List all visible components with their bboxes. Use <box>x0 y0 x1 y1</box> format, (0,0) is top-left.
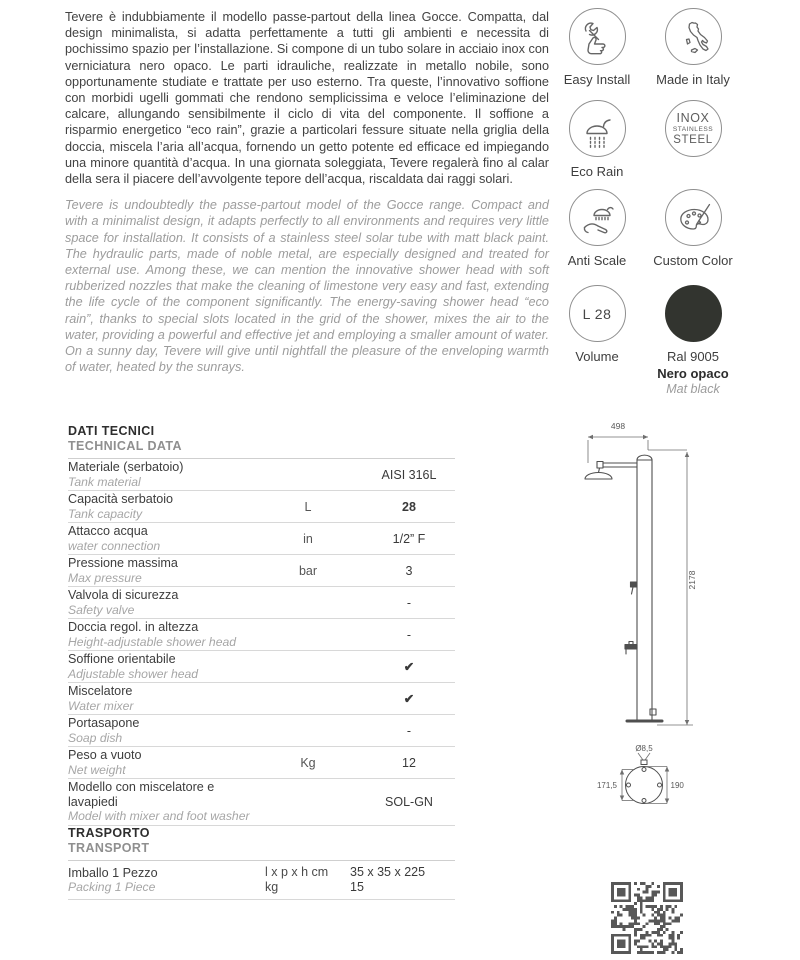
table-row <box>68 861 455 900</box>
row-label-it: Peso a vuoto <box>68 748 142 762</box>
row-value: AISI 316L <box>381 467 437 482</box>
feature-ral-color <box>637 285 749 396</box>
row-label-en: Water mixer <box>68 698 134 713</box>
table-row <box>68 555 455 587</box>
intro-section <box>65 9 549 375</box>
table-row <box>68 619 455 651</box>
row-value-checkmark: ✔ <box>403 660 415 674</box>
table-row <box>68 715 455 747</box>
feature-custom-color <box>637 189 749 268</box>
table-row <box>68 747 455 779</box>
row-label-it: Materiale (serbatoio) <box>68 460 184 474</box>
italy-map-icon <box>665 8 722 65</box>
ral-name-it: Nero opaco <box>657 366 729 381</box>
technical-drawing <box>575 416 747 849</box>
feature-label: Anti Scale <box>567 253 627 268</box>
row-value: SOL-GN <box>385 794 433 809</box>
row-value: 12 <box>402 755 416 770</box>
table-title-it: DATI TECNICI <box>68 424 155 438</box>
row-unit: l x p x h cm <box>265 865 329 879</box>
eco-rain-shower-icon <box>569 100 626 157</box>
feature-label: Eco Rain <box>570 164 624 179</box>
row-label-it: Miscelatore <box>68 684 133 698</box>
ral-code: Ral 9005 <box>666 349 720 364</box>
row-label-en: Adjustable shower head <box>68 666 199 681</box>
row-unit: Kg <box>300 755 316 770</box>
row-value: 15 <box>350 880 364 894</box>
dim-height: 2178 <box>687 570 697 590</box>
row-value: 3 <box>405 563 413 578</box>
row-unit: L <box>304 499 312 514</box>
technical-data-header <box>68 424 455 459</box>
row-label-it: Modello con miscelatore e lavapiedi <box>68 780 215 809</box>
row-label-en: Tank material <box>68 474 141 489</box>
inox-line-3: STEEL <box>673 133 713 146</box>
table-row <box>68 651 455 683</box>
qr-code <box>611 882 683 954</box>
table-row <box>68 491 455 523</box>
row-label-en: Max pressure <box>68 570 142 585</box>
row-label-en: Net weight <box>68 762 126 777</box>
feature-label: Volume <box>575 349 619 364</box>
feature-inox <box>637 100 749 157</box>
volume-value: L 28 <box>582 305 612 322</box>
row-label-it: Imballo 1 Pezzo <box>68 865 158 880</box>
description-english: Tevere is undoubtedly the passe-partout model of the Gocce range. Compact and with a minimalist design, it adapts perfectly to all environments and requires very little space for installation. It consists of a stainless steel solar tube with matt black paint. The hydraulic parts, made of noble metal, are especially designed and treated for external use. Among these, we can mention the innovative shower head with soft rubberized nozzles that make the cleaning of limestone very easy and fast, extending the life cycle of the component significantly. The energy-saving shower head “eco rain”, thanks to special slots located in the grid of the shower, mixes the air to the water, providing a powerful and effective jet and employing a smaller amount of water. On a sunny day, Tevere will give until nightfall the pleasure of the enveloping warmth of water, heated by the sunrays. <box>65 198 549 375</box>
row-value: - <box>406 627 412 642</box>
volume-badge-icon <box>569 285 626 342</box>
paint-palette-icon <box>665 189 722 246</box>
row-value: 35 x 35 x 225 <box>350 865 426 879</box>
transport-header <box>68 826 455 861</box>
table-row <box>68 683 455 715</box>
row-unit: in <box>303 531 313 546</box>
dim-bolt-circle: 171,5 <box>596 781 618 790</box>
row-label-it: Soffione orientabile <box>68 652 176 666</box>
row-label-it: Doccia regol. in altezza <box>68 620 199 634</box>
row-label-it: Portasapone <box>68 716 140 730</box>
anti-scale-icon <box>569 189 626 246</box>
feature-label: Made in Italy <box>656 72 730 87</box>
row-label-it: Pressione massima <box>68 556 178 570</box>
transport-table <box>68 826 455 900</box>
row-label-en: Soap dish <box>68 730 123 745</box>
feature-label: Easy Install <box>563 72 631 87</box>
row-label-en: Packing 1 Piece <box>68 880 156 894</box>
table-title-en: TRANSPORT <box>68 841 150 855</box>
table-row <box>68 459 455 491</box>
row-value: 1/2” F <box>392 531 426 546</box>
row-value-checkmark: ✔ <box>403 692 415 706</box>
row-label-en: Model with mixer and foot washer <box>68 809 250 823</box>
row-value: - <box>406 723 412 738</box>
dim-hole-diameter: Ø8,5 <box>635 744 653 753</box>
easy-install-icon <box>569 8 626 65</box>
row-label-it: Valvola di sicurezza <box>68 588 179 602</box>
table-row <box>68 523 455 555</box>
table-title-en: TECHNICAL DATA <box>68 439 182 453</box>
row-value: 28 <box>402 499 416 514</box>
inox-line-1: INOX <box>676 110 710 125</box>
technical-data-table <box>68 424 455 826</box>
row-label-en: Safety valve <box>68 602 135 617</box>
row-label-en: Height-adjustable shower head <box>68 634 237 649</box>
row-unit: bar <box>298 563 318 578</box>
row-label-it: Attacco acqua <box>68 524 148 538</box>
inox-line-2: STAINLESS <box>672 125 714 133</box>
feature-made-in-italy <box>637 8 749 87</box>
dim-base-diameter: 190 <box>670 781 684 790</box>
table-title-it: TRASPORTO <box>68 826 150 840</box>
ral-name-en: Mat black <box>666 382 720 396</box>
row-label-en: Tank capacity <box>68 506 143 521</box>
description-italian: Tevere è indubbiamente il modello passe-partout della linea Gocce. Compatta, dal design minimalista, si adatta perfettamente a tutti gli ambienti e necessita di pochissimo spazio per l’installazione. Si compone di un tubo solare in acciaio inox con verniciatura nero opaco. Le parti idrauliche, realizzate in metallo nobile, sono opportunamente studiate e trattate per uso esterno. Tra queste, l’innovativo soffione con morbidi ugelli gommati che rendono semplicissima e veloce l’eliminazione del calcare, allungando sensibilmente il ciclo di vita del componente. Il soffione a risparmio energetico “eco rain”, grazie a particolari fessure situate nella griglia della doccia, miscela l’aria all’acqua, fornendo un getto potente ed efficace ed impiegando una minore quantità d’acqua. In una giornata soleggiata, Tevere regalerà fino al calar della sera il piacere dell’avvolgente tepore dell’acqua, riscaldata dai raggi solari. <box>65 10 549 187</box>
feature-label: Custom Color <box>653 253 733 268</box>
row-label-it: Capacità serbatoio <box>68 492 174 506</box>
row-value: - <box>406 595 412 610</box>
table-row <box>68 779 455 826</box>
inox-stainless-steel-icon <box>665 100 722 157</box>
dim-width: 498 <box>610 421 626 431</box>
row-unit: kg <box>265 880 279 894</box>
row-label-en: water connection <box>68 538 161 553</box>
ral-color-swatch-icon <box>665 285 722 342</box>
table-row <box>68 587 455 619</box>
